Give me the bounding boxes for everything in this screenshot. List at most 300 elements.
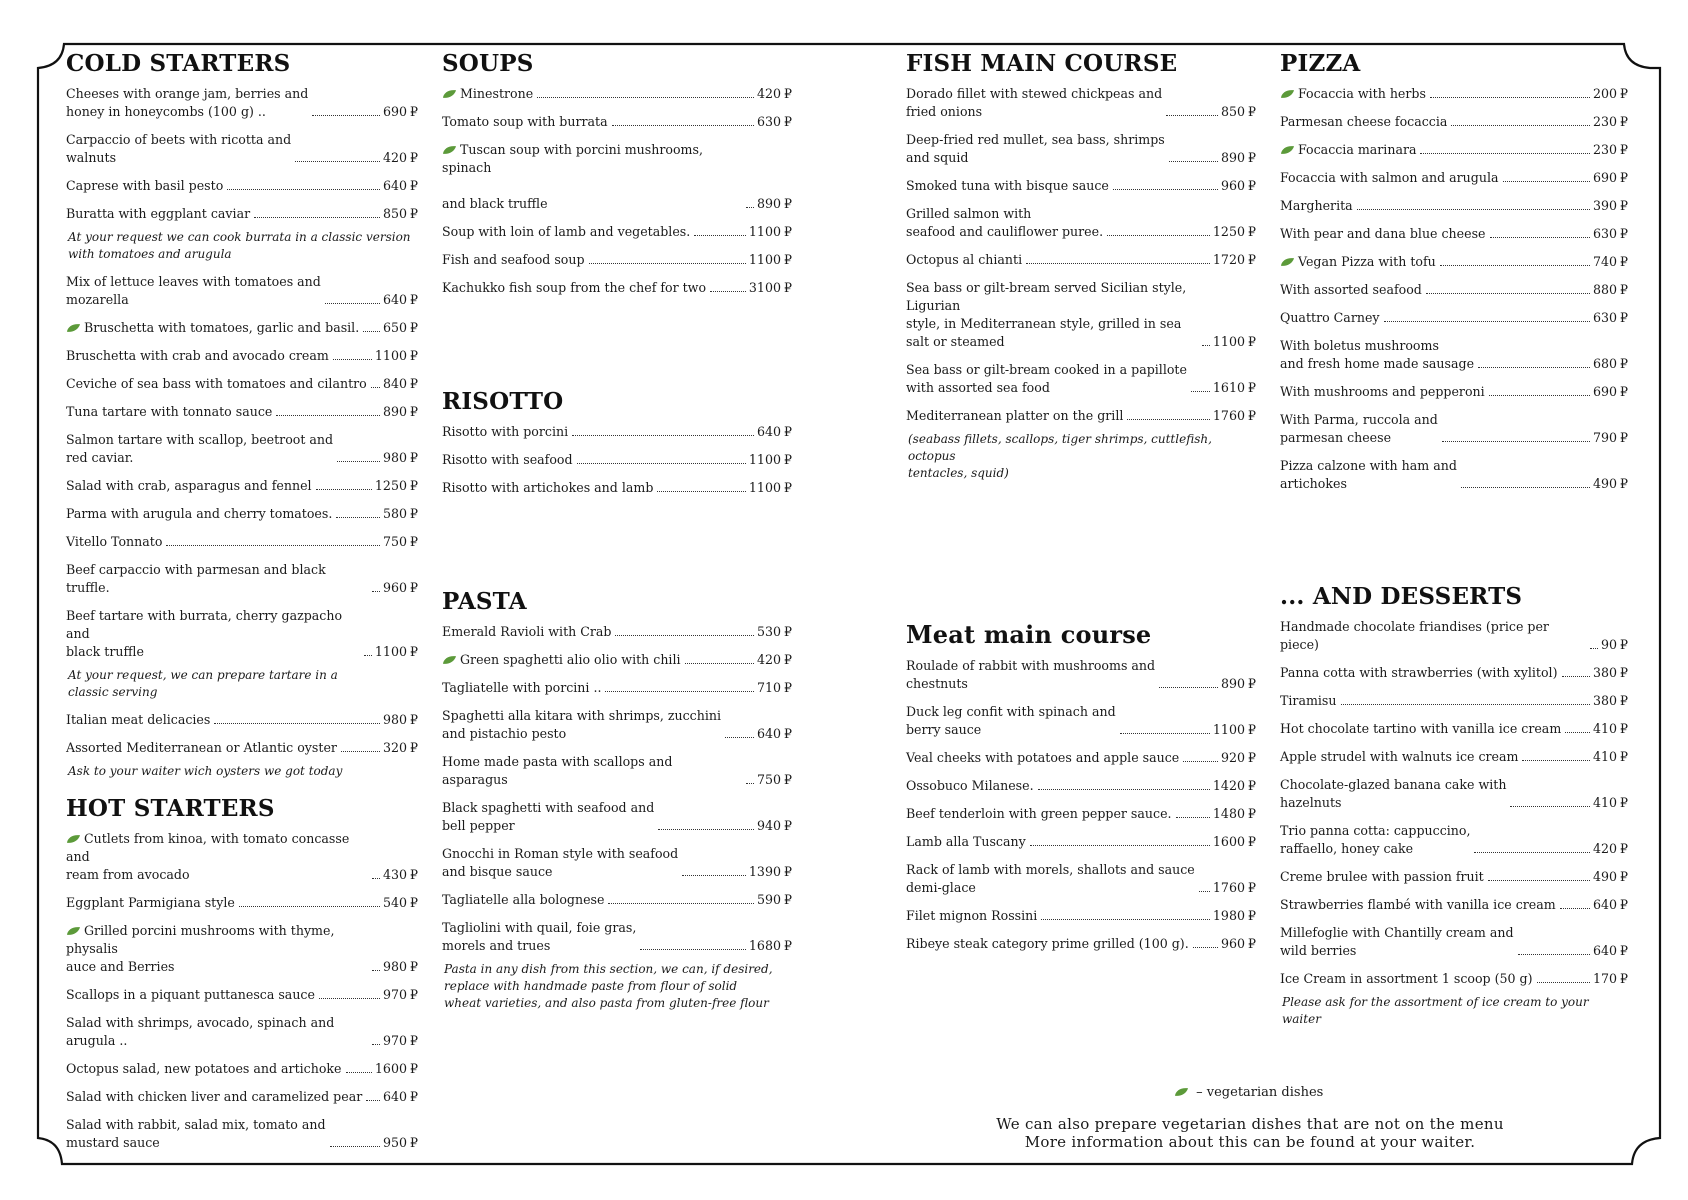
dot-leader — [685, 663, 754, 664]
price-value: 1390 — [748, 864, 781, 879]
item-price — [1593, 970, 1628, 988]
menu-section — [906, 620, 1256, 963]
item-name — [66, 273, 321, 309]
currency-symbol: ₽ — [783, 480, 792, 495]
item-price — [1221, 177, 1256, 195]
price-value: 980 — [382, 712, 407, 727]
price-value: 890 — [1220, 150, 1245, 165]
item-name-text: Bruschetta with crab and avocado cream — [66, 348, 329, 363]
dot-leader — [589, 263, 746, 264]
menu-item — [906, 907, 1256, 925]
price-value: 880 — [1592, 282, 1617, 297]
item-name-text: Salad with chicken liver and caramelized pear — [66, 1089, 363, 1104]
dot-leader — [1127, 419, 1210, 420]
item-name-text: Filet mignon Rossini — [906, 908, 1038, 923]
menu-item — [1280, 383, 1628, 401]
currency-symbol: ₽ — [409, 404, 418, 419]
currency-symbol: ₽ — [1247, 722, 1256, 737]
currency-symbol: ₽ — [1619, 254, 1628, 269]
currency-symbol: ₽ — [1619, 142, 1628, 157]
item-name — [906, 251, 1022, 269]
item-name — [1280, 924, 1514, 960]
item-price — [1593, 113, 1628, 131]
menu-item — [906, 833, 1256, 851]
item-price — [1593, 664, 1628, 682]
item-name-text: Salad with shrimps, avocado, spinach and arugula .. — [66, 1015, 335, 1048]
price-value: 1480 — [1212, 806, 1245, 821]
menu-item — [1280, 411, 1628, 447]
menu-item — [66, 830, 418, 884]
item-name — [442, 251, 585, 269]
item-name — [1280, 281, 1422, 299]
item-price — [1593, 253, 1628, 271]
leaf-icon — [1280, 89, 1295, 99]
item-name-text: Salmon tartare with scallop, beetroot and red caviar. — [66, 432, 334, 465]
currency-symbol: ₽ — [409, 1089, 418, 1104]
price-value: 580 — [382, 506, 407, 521]
currency-symbol: ₽ — [1247, 380, 1256, 395]
item-price — [1593, 383, 1628, 401]
menu-item — [1280, 85, 1628, 103]
item-name-text: With mushrooms and pepperoni — [1280, 384, 1485, 399]
item-price — [757, 423, 792, 441]
currency-symbol: ₽ — [409, 987, 418, 1002]
price-value: 690 — [1592, 170, 1617, 185]
menu-item — [1280, 896, 1628, 914]
currency-symbol: ₽ — [1247, 224, 1256, 239]
dot-leader — [694, 235, 746, 236]
item-name-text: Octopus al chianti — [906, 252, 1023, 267]
leaf-icon — [1280, 257, 1295, 267]
item-name — [66, 431, 333, 467]
currency-symbol: ₽ — [783, 424, 792, 439]
item-name — [1280, 383, 1485, 401]
menu-section — [906, 50, 1256, 492]
dot-leader — [1489, 395, 1590, 396]
currency-symbol: ₽ — [409, 644, 418, 659]
item-name — [442, 799, 654, 835]
dot-leader — [1478, 367, 1590, 368]
dot-leader — [372, 878, 380, 879]
menu-item — [1280, 970, 1628, 988]
currency-symbol: ₽ — [1247, 252, 1256, 267]
menu-item — [442, 679, 792, 697]
item-name — [442, 479, 653, 497]
menu-item — [66, 131, 418, 167]
menu-item — [442, 279, 792, 297]
item-price — [383, 103, 418, 121]
item-price — [383, 177, 418, 195]
item-name — [66, 986, 315, 1004]
dot-leader — [1522, 760, 1589, 761]
item-name-text: Trio panna cotta: cappuccino, raffaello, honey cake — [1280, 823, 1471, 856]
item-price — [749, 451, 792, 469]
item-name-text: Cutlets from kinoa, with tomato concasse and ream from avocado — [66, 831, 350, 882]
item-price — [757, 817, 792, 835]
dot-leader — [1442, 441, 1590, 442]
currency-symbol: ₽ — [783, 452, 792, 467]
menu-item — [1280, 822, 1628, 858]
price-value: 420 — [1592, 841, 1617, 856]
item-price — [383, 711, 418, 729]
dot-leader — [605, 691, 753, 692]
dot-leader — [572, 435, 754, 436]
leaf-icon — [442, 655, 457, 665]
dot-leader — [1440, 265, 1590, 266]
item-name — [66, 319, 359, 337]
currency-symbol: ₽ — [1619, 637, 1628, 652]
currency-symbol: ₽ — [1619, 721, 1628, 736]
dot-leader — [364, 655, 372, 656]
menu-item — [1280, 618, 1628, 654]
price-value: 380 — [1592, 665, 1617, 680]
currency-symbol: ₽ — [1247, 908, 1256, 923]
menu-item — [906, 279, 1256, 351]
menu-item — [66, 561, 418, 597]
item-price — [383, 149, 418, 167]
item-price — [375, 347, 418, 365]
dot-leader — [1159, 687, 1218, 688]
item-name — [906, 177, 1109, 195]
menu-item — [66, 533, 418, 551]
currency-symbol: ₽ — [783, 624, 792, 639]
currency-symbol: ₽ — [1619, 841, 1628, 856]
item-price — [383, 1134, 418, 1152]
item-name — [66, 85, 308, 121]
item-name — [1280, 618, 1586, 654]
item-name-text: Italian meat delicacies — [66, 712, 211, 727]
price-value: 410 — [1592, 721, 1617, 736]
item-name — [1280, 664, 1558, 682]
dot-leader — [682, 875, 746, 876]
currency-symbol: ₽ — [783, 892, 792, 907]
item-name-text: Chocolate-glazed banana cake with hazelnuts — [1280, 777, 1507, 810]
item-name-text: Tomato soup with burrata — [442, 114, 608, 129]
item-name — [66, 894, 235, 912]
item-price — [1221, 103, 1256, 121]
currency-symbol: ₽ — [409, 320, 418, 335]
item-name-text: With boletus mushrooms and fresh home made sausage — [1280, 338, 1475, 371]
dot-leader — [1562, 676, 1590, 677]
item-price — [375, 1060, 418, 1078]
item-name — [66, 347, 329, 365]
dot-leader — [1490, 237, 1590, 238]
item-name — [442, 451, 573, 469]
price-value: 320 — [382, 740, 407, 755]
price-value: 630 — [1592, 310, 1617, 325]
dot-leader — [1357, 209, 1590, 210]
item-name — [1280, 970, 1533, 988]
item-price — [1593, 692, 1628, 710]
item-name — [906, 131, 1165, 167]
item-name — [1280, 113, 1447, 131]
menu-item — [66, 986, 418, 1004]
item-name-text: Emerald Ravioli with Crab — [442, 624, 612, 639]
menu-item — [66, 1116, 418, 1152]
item-name-text: Beef tartare with burrata, cherry gazpacho and black truffle — [66, 608, 343, 659]
section-title: PASTA — [442, 588, 527, 615]
price-value: 90 — [1600, 637, 1617, 652]
dot-leader — [537, 97, 754, 98]
currency-symbol: ₽ — [409, 580, 418, 595]
item-price — [383, 319, 418, 337]
item-name-text: Caprese with basil pesto — [66, 178, 224, 193]
currency-symbol: ₽ — [409, 534, 418, 549]
price-value: 750 — [382, 534, 407, 549]
item-price — [757, 891, 792, 909]
item-name-text: Roulade of rabbit with mushrooms and chestnuts — [906, 658, 1156, 691]
price-value: 890 — [756, 196, 781, 211]
price-value: 420 — [382, 150, 407, 165]
price-value: 1250 — [374, 478, 407, 493]
currency-symbol: ₽ — [1619, 897, 1628, 912]
item-name-text: Gnocchi in Roman style with seafood and bisque sauce — [442, 846, 679, 879]
footer-line-2: More information about this can be found at your waiter. — [1024, 1133, 1476, 1151]
item-name — [1280, 720, 1561, 738]
currency-symbol: ₽ — [1247, 778, 1256, 793]
menu-item — [66, 894, 418, 912]
currency-symbol: ₽ — [783, 86, 792, 101]
item-name — [906, 407, 1123, 425]
dot-leader — [1503, 181, 1590, 182]
dot-leader — [214, 723, 380, 724]
item-name-text: With Parma, ruccola and parmesan cheese — [1280, 412, 1438, 445]
item-price — [1593, 748, 1628, 766]
menu-item — [1280, 309, 1628, 327]
item-price — [1213, 333, 1256, 351]
menu-item — [442, 223, 792, 241]
item-price — [1213, 879, 1256, 897]
item-name — [1280, 141, 1416, 159]
currency-symbol: ₽ — [1619, 943, 1628, 958]
price-value: 890 — [382, 404, 407, 419]
item-price — [1593, 720, 1628, 738]
price-value: 430 — [382, 867, 407, 882]
item-name-text: Cheeses with orange jam, berries and honey in honeycombs (100 g) .. — [66, 86, 309, 119]
currency-symbol: ₽ — [409, 1033, 418, 1048]
item-name-text: Sea bass or gilt-bream cooked in a papillote with assorted sea food — [906, 362, 1187, 395]
item-price — [1593, 794, 1628, 812]
dot-leader — [366, 1100, 380, 1101]
price-value: 490 — [1592, 869, 1617, 884]
menu-item — [442, 623, 792, 641]
currency-symbol: ₽ — [1619, 476, 1628, 491]
item-name-text: Pizza calzone with ham and artichokes — [1280, 458, 1457, 491]
price-value: 1100 — [374, 348, 407, 363]
item-name — [1280, 309, 1380, 327]
price-value: 750 — [756, 772, 781, 787]
menu-item — [1280, 748, 1628, 766]
dot-leader — [1183, 761, 1218, 762]
menu-item — [906, 703, 1256, 739]
dot-leader — [346, 1072, 372, 1073]
menu-item — [1280, 253, 1628, 271]
currency-symbol: ₽ — [409, 712, 418, 727]
currency-symbol: ₽ — [1247, 806, 1256, 821]
price-value: 640 — [382, 1089, 407, 1104]
leaf-icon — [66, 323, 81, 333]
item-price — [1221, 935, 1256, 953]
price-value: 960 — [382, 580, 407, 595]
menu-item — [66, 607, 418, 661]
dot-leader — [336, 517, 380, 518]
menu-item — [1280, 664, 1628, 682]
item-price — [1213, 833, 1256, 851]
price-value: 530 — [756, 624, 781, 639]
item-price — [757, 85, 792, 103]
price-value: 970 — [382, 987, 407, 1002]
item-name-text: Bruschetta with tomatoes, garlic and basil. — [84, 320, 360, 335]
price-value: 790 — [1592, 430, 1617, 445]
item-name-text: Scallops in a piquant puttanesca sauce — [66, 987, 315, 1002]
item-name — [1280, 457, 1457, 493]
item-name-text: Hot chocolate tartino with vanilla ice cream — [1280, 721, 1562, 736]
item-name-text: Assorted Mediterranean or Atlantic oyster — [66, 740, 337, 755]
item-name — [1280, 85, 1426, 103]
section-title: ... AND DESSERTS — [1280, 583, 1523, 610]
item-name — [906, 703, 1116, 739]
item-name-text: Octopus salad, new potatoes and artichoke — [66, 1061, 342, 1076]
item-price — [1221, 149, 1256, 167]
price-value: 690 — [1592, 384, 1617, 399]
dot-leader — [1113, 189, 1218, 190]
item-name — [442, 753, 742, 789]
currency-symbol: ₽ — [1247, 936, 1256, 951]
item-name-text: Risotto with porcini — [442, 424, 569, 439]
dot-leader — [1461, 487, 1590, 488]
item-name — [66, 403, 272, 421]
item-price — [383, 375, 418, 393]
item-name — [66, 1088, 362, 1106]
item-name-text: Duck leg confit with spinach and berry sauce — [906, 704, 1116, 737]
dot-leader — [254, 217, 380, 218]
dot-leader — [658, 829, 754, 830]
item-name-text: Lamb alla Tuscany — [906, 834, 1026, 849]
dot-leader — [325, 303, 380, 304]
item-price — [1593, 197, 1628, 215]
currency-symbol: ₽ — [1247, 834, 1256, 849]
menu-item — [66, 922, 418, 976]
currency-symbol: ₽ — [1619, 795, 1628, 810]
item-name-text: Ossobuco Milanese. — [906, 778, 1034, 793]
currency-symbol: ₽ — [783, 772, 792, 787]
menu-item — [442, 423, 792, 441]
menu-item — [1280, 692, 1628, 710]
price-value: 1420 — [1212, 778, 1245, 793]
price-value: 640 — [1592, 897, 1617, 912]
item-note: Please ask for the assortment of ice cream to your waiter — [1282, 995, 1589, 1026]
item-price — [375, 643, 418, 661]
dot-leader — [166, 545, 380, 546]
footer-line-1: We can also prepare vegetarian dishes that are not on the menu — [996, 1115, 1504, 1133]
currency-symbol: ₽ — [409, 959, 418, 974]
item-name — [442, 845, 678, 881]
item-name — [442, 423, 568, 441]
price-value: 1250 — [1212, 224, 1245, 239]
menu-item — [906, 177, 1256, 195]
currency-symbol: ₽ — [1619, 198, 1628, 213]
price-value: 960 — [1220, 178, 1245, 193]
item-name-text: Apple strudel with walnuts ice cream — [1280, 749, 1519, 764]
price-value: 640 — [1592, 943, 1617, 958]
item-name — [906, 85, 1162, 121]
item-name — [66, 1014, 368, 1050]
section-title: RISOTTO — [442, 388, 564, 415]
item-name-text: Deep-fried red mullet, sea bass, shrimps and squid — [906, 132, 1165, 165]
item-price — [749, 937, 792, 955]
price-value: 200 — [1592, 86, 1617, 101]
item-name — [442, 85, 533, 103]
dot-leader — [1560, 908, 1590, 909]
item-price — [383, 1088, 418, 1106]
price-value: 740 — [1592, 254, 1617, 269]
section-title: COLD STARTERS — [66, 50, 291, 77]
menu-item — [1280, 197, 1628, 215]
item-name-text: Black spaghetti with seafood and bell pepper — [442, 800, 655, 833]
item-name — [1280, 169, 1499, 187]
item-name — [66, 711, 210, 729]
currency-symbol: ₽ — [409, 376, 418, 391]
item-price — [757, 623, 792, 641]
item-name — [66, 830, 368, 884]
item-note: Pasta in any dish from this section, we can, if desired, replace with handmade paste from flour of solid wheat varieties, and also pasta from gluten-free flour — [444, 962, 773, 1010]
item-name-text: Mix of lettuce leaves with tomatoes and mozarella — [66, 274, 321, 307]
item-name-text: Salad with rabbit, salad mix, tomato and mustard sauce — [66, 1117, 326, 1150]
item-name — [906, 833, 1026, 851]
price-value: 840 — [382, 376, 407, 391]
dot-leader — [640, 949, 746, 950]
item-name-text: Focaccia marinara — [1298, 142, 1417, 157]
dot-leader — [372, 970, 380, 971]
dot-leader — [295, 161, 380, 162]
currency-symbol: ₽ — [1619, 310, 1628, 325]
dot-leader — [1430, 97, 1590, 98]
item-name — [66, 561, 368, 597]
menu-item — [1280, 924, 1628, 960]
dot-leader — [1120, 733, 1210, 734]
currency-symbol: ₽ — [1619, 226, 1628, 241]
item-note: Ask to your waiter wich oysters we got today — [68, 764, 343, 778]
dot-leader — [577, 463, 746, 464]
currency-symbol: ₽ — [1619, 114, 1628, 129]
item-name-text: Grilled porcini mushrooms with thyme, physalis auce and Berries — [66, 923, 335, 974]
item-note: At your request, we can prepare tartare in a classic serving — [68, 668, 338, 699]
item-price — [1213, 407, 1256, 425]
menu-item — [1280, 776, 1628, 812]
price-value: 1100 — [1212, 334, 1245, 349]
dot-leader — [319, 998, 380, 999]
currency-symbol: ₽ — [1619, 665, 1628, 680]
price-value: 3100 — [748, 280, 781, 295]
menu-item — [66, 273, 418, 309]
item-name-text: Dorado fillet with stewed chickpeas and fried onions — [906, 86, 1163, 119]
menu-item — [66, 431, 418, 467]
item-name-text: Strawberries flambé with vanilla ice cream — [1280, 897, 1556, 912]
leaf-icon — [442, 89, 457, 99]
menu-item — [66, 1088, 418, 1106]
currency-symbol: ₽ — [409, 506, 418, 521]
dot-leader — [363, 331, 380, 332]
menu-item — [1280, 337, 1628, 373]
item-name — [442, 113, 608, 131]
dot-leader — [1041, 919, 1210, 920]
item-name-text: Tagliatelle with porcini .. — [442, 680, 602, 695]
menu-item — [906, 131, 1256, 167]
item-name — [66, 177, 223, 195]
currency-symbol: ₽ — [1619, 749, 1628, 764]
currency-symbol: ₽ — [1619, 430, 1628, 445]
dot-leader — [1191, 391, 1210, 392]
